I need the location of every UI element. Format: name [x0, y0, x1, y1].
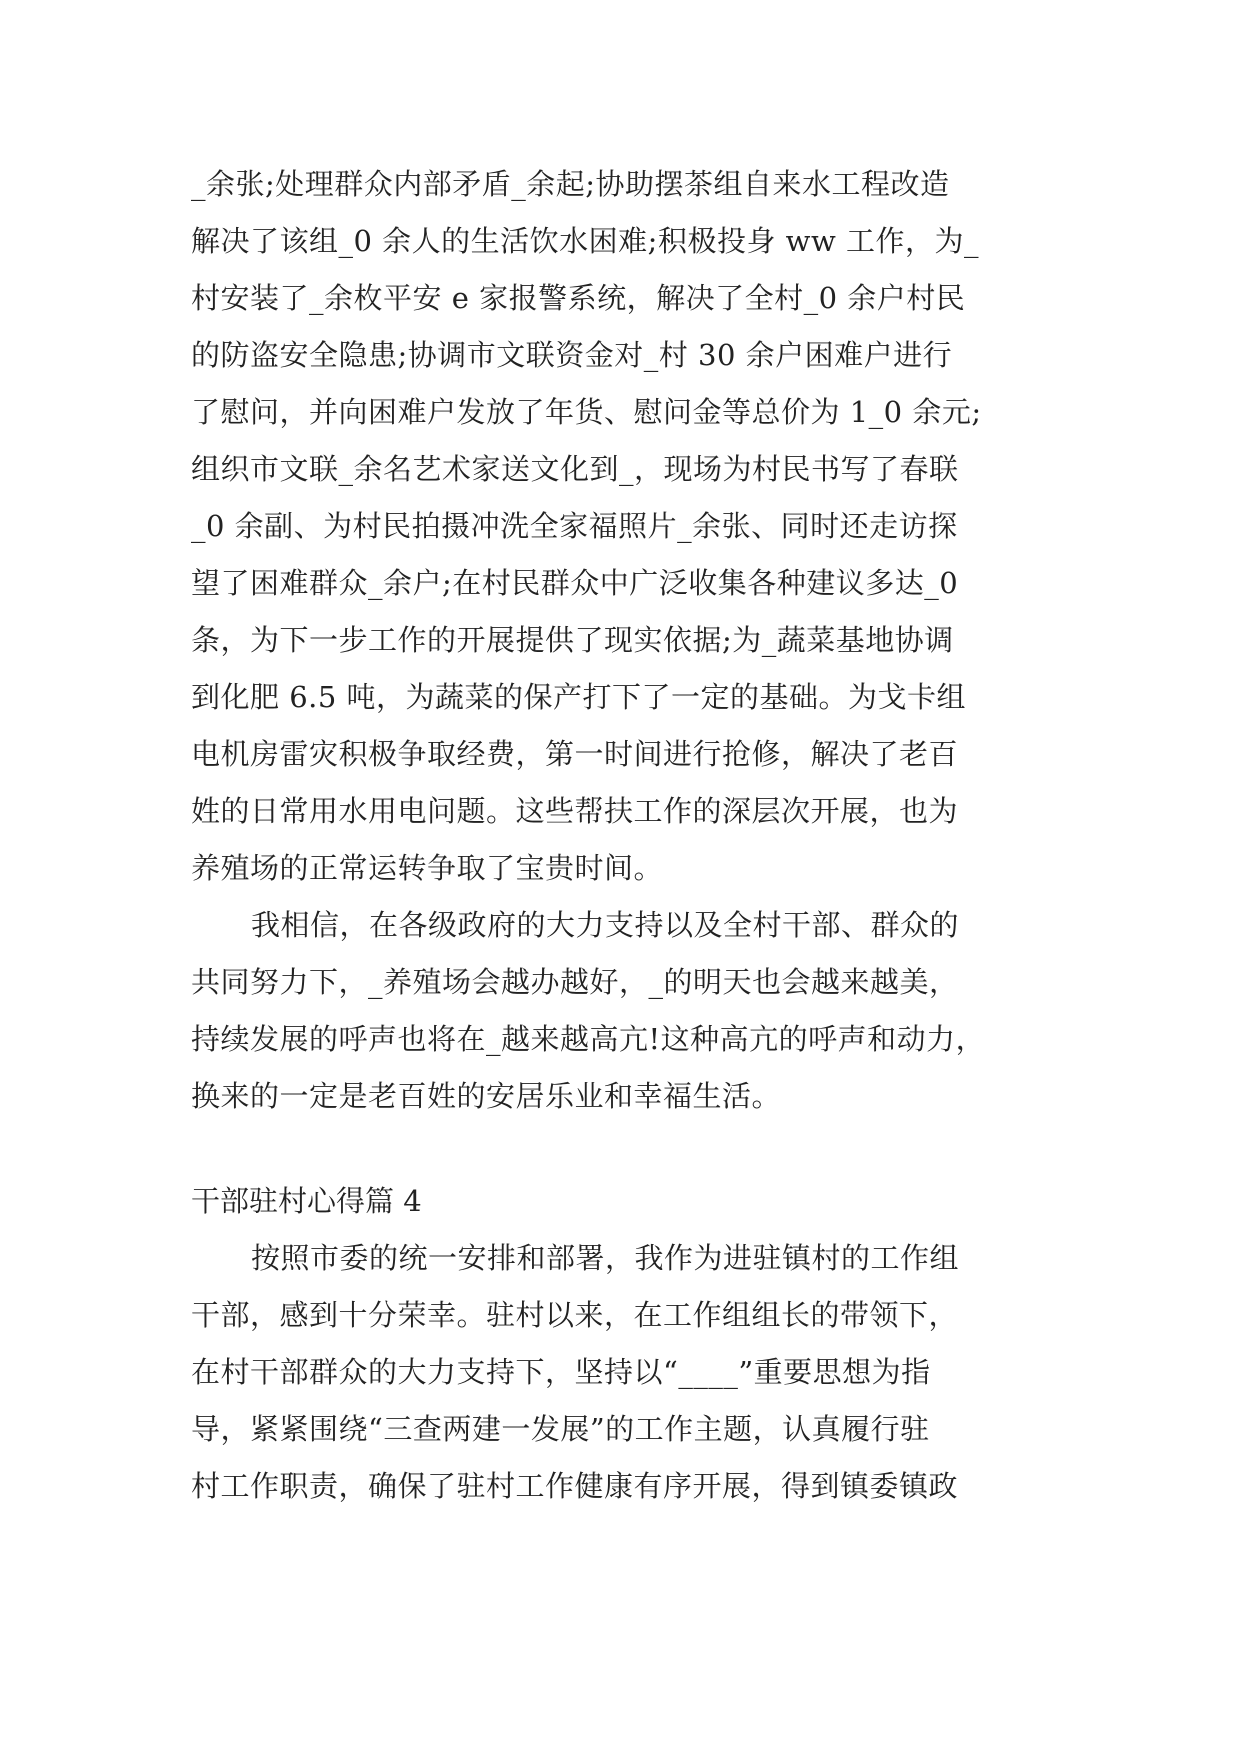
paragraph-line: _余张;处理群众内部矛盾_余起;协助摆茶组自来水工程改造: [191, 167, 950, 201]
paragraph-line: 换来的一定是老百姓的安居乐业和幸福生活。: [191, 1079, 782, 1113]
paragraph-line: 解决了该组_0 余人的生活饮水困难;积极投身 ww 工作，为_: [191, 224, 980, 258]
paragraph-line: 姓的日常用水用电问题。这些帮扶工作的深层次开展，也为: [191, 794, 959, 828]
paragraph-line: 村安装了_余枚平安 e 家报警系统，解决了全村_0 余户村民: [191, 281, 966, 315]
paragraph-line: 养殖场的正常运转争取了宝贵时间。: [191, 851, 664, 885]
paragraph-1: [191, 156, 1061, 897]
paragraph-line: 我相信，在各级政府的大力支持以及全村干部、群众的: [251, 908, 960, 942]
paragraph-2: [191, 897, 1061, 1125]
paragraph-line: 村工作职责，确保了驻村工作健康有序开展，得到镇委镇政: [191, 1469, 959, 1503]
paragraph-line: 按照市委的统一安排和部署，我作为进驻镇村的工作组: [251, 1241, 960, 1275]
paragraph-line: 电机房雷灾积极争取经费，第一时间进行抢修，解决了老百: [191, 737, 959, 771]
paragraph-line: 共同努力下，_养殖场会越办越好，_的明天也会越来越美，: [191, 965, 959, 999]
document-body: [191, 156, 1061, 1515]
paragraph-line: 的防盗安全隐患;协调市文联资金对_村 30 余户困难户进行: [191, 338, 953, 372]
paragraph-line: 到化肥 6.5 吨，为蔬菜的保产打下了一定的基础。为戈卡组: [191, 680, 967, 714]
paragraph-line: 组织市文联_余名艺术家送文化到_，现场为村民书写了春联: [191, 452, 959, 486]
paragraph-line: 望了困难群众_余户;在村民群众中广泛收集各种建议多达_0: [191, 566, 959, 600]
section-heading: 干部驻村心得篇 4: [191, 1184, 422, 1218]
paragraph-3: [191, 1230, 1061, 1515]
paragraph-line: 持续发展的呼声也将在_越来越高亢!这种高亢的呼声和动力，: [191, 1022, 986, 1056]
paragraph-line: 了慰问，并向困难户发放了年货、慰问金等总价为 1_0 余元;: [191, 395, 982, 429]
paragraph-line: 导，紧紧围绕“三查两建一发展”的工作主题，认真履行驻: [191, 1412, 930, 1446]
paragraph-line: 在村干部群众的大力支持下，坚持以“____”重要思想为指: [191, 1355, 931, 1389]
paragraph-line: 干部，感到十分荣幸。驻村以来，在工作组组长的带领下，: [191, 1298, 959, 1332]
paragraph-line: 条，为下一步工作的开展提供了现实依据;为_蔬菜基地协调: [191, 623, 954, 657]
paragraph-line: _0 余副、为村民拍摄冲洗全家福照片_余张、同时还走访探: [191, 509, 958, 543]
